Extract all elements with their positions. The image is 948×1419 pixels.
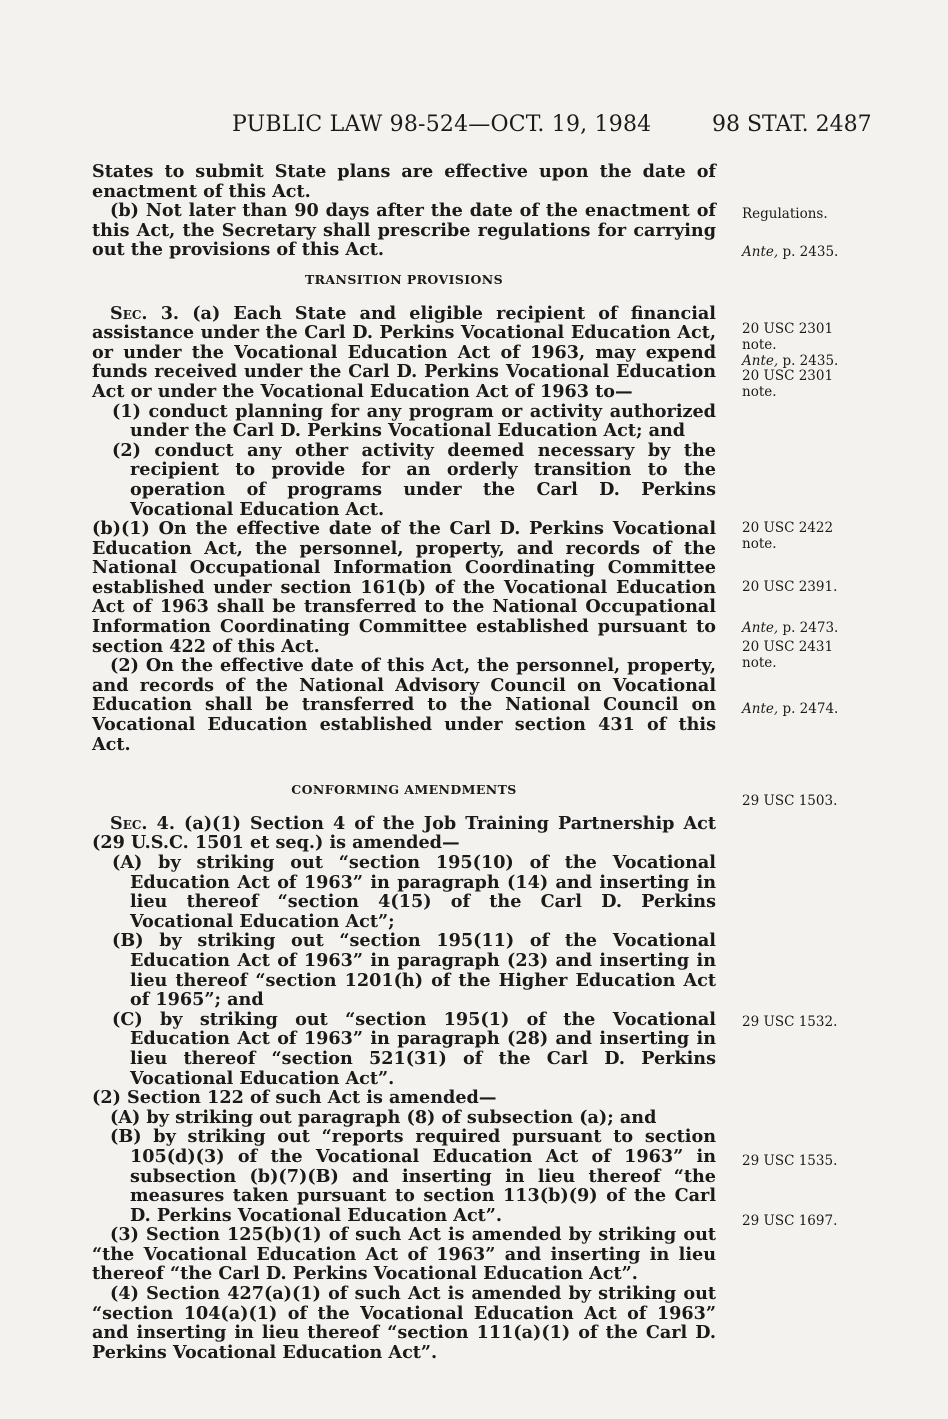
heading-transition-provisions: TRANSITION PROVISIONS bbox=[304, 271, 504, 287]
margin-note-usc-2301-b: 20 USC 2301 bbox=[742, 368, 834, 384]
section-3a bbox=[92, 304, 716, 402]
section-4a-4: (4) Section 427(a)(1) of such Act is amended by striking out “section 104(a)(1) of the Vocational Education Act of 1963” and inserting in lieu thereof “section 111(a)(1) of the Carl D. Perkins Vocational Education Act”. bbox=[92, 1283, 716, 1363]
margin-note-usc-2391: 20 USC 2391. bbox=[742, 579, 838, 595]
margin-note-ante-2473: Ante, p. 2473. bbox=[742, 620, 839, 636]
section-3a-1: (1) conduct planning for any program or activity authorized under the Carl D. Perkins Vocational Education Act; and bbox=[112, 400, 716, 442]
section-3a-text: (a) Each State and eligible recipient of financial assistance under the Carl D. Perkins Vocational Education Act, or under the Vocational Education Act of 1963, may expend funds received under the Carl D. Perkins Vocational Education Act or under the Vocational Education Act of 1963 to— bbox=[92, 302, 716, 402]
section-label: Sec. 4. bbox=[110, 812, 175, 834]
heading-conforming-amendments: CONFORMING AMENDMENTS bbox=[291, 782, 517, 798]
margin-note-usc-2431: 20 USC 2431 bbox=[742, 639, 834, 655]
section-4a-1-B: (B) by striking out “section 195(11) of the Vocational Education Act of 1963” in paragraph (23) and inserting in lieu thereof “section 1201(h) of the Higher Education Act of 1965”; and bbox=[112, 930, 716, 1011]
margin-note-note-c: note. bbox=[742, 536, 777, 552]
margin-note-ante-2435-b: Ante, p. 2435. bbox=[742, 353, 839, 369]
section-4a-1-A: (A) by striking out “section 195(10) of the Vocational Education Act of 1963” in paragraph (14) and inserting in lieu thereof “section 4(15) of the Carl D. Perkins Vocational Education Act”; bbox=[112, 852, 716, 932]
statute-page-number: 98 STAT. 2487 bbox=[712, 112, 872, 137]
paragraph-carryover: States to submit State plans are effective upon the date of enactment of this Act. bbox=[92, 161, 716, 202]
section-3b-2: (2) On the effective date of this Act, the personnel, property, and records of the National Advisory Council on Vocational Education shall be transferred to the National Council on Vocational Education established under section 431 of this Act. bbox=[92, 655, 716, 755]
margin-note-usc-1697: 29 USC 1697. bbox=[742, 1213, 838, 1229]
section-4a-2-B: (B) by striking out “reports required pursuant to section 105(d)(3) of the Vocational Education Act of 1963” in subsection (b)(7)(B) and inserting in lieu thereof “the measures taken pursuant to section 113(b)(9) of the Carl D. Perkins Vocational Education Act”. bbox=[110, 1126, 716, 1226]
margin-note-ante-2435: Ante, p. 2435. bbox=[742, 244, 839, 260]
section-4a-2-A: (A) by striking out paragraph (8) of subsection (a); and bbox=[110, 1106, 657, 1128]
body-text bbox=[92, 162, 716, 1362]
margin-note-note-b: note. bbox=[742, 384, 777, 400]
running-title: PUBLIC LAW 98-524—OCT. 19, 1984 bbox=[232, 112, 652, 137]
margin-note-note: note. bbox=[742, 337, 777, 353]
section-4a-3: (3) Section 125(b)(1) of such Act is amended by striking out “the Vocational Education Act of 1963” and inserting in lieu thereof “the Carl D. Perkins Vocational Education Act”. bbox=[92, 1224, 716, 1285]
margin-note-ante-2474: Ante, p. 2474. bbox=[742, 701, 839, 717]
section-3b-1: (b)(1) On the effective date of the Carl D. Perkins Vocational Education Act, the personnel, property, and records of the National Occupational Information Coordinating Committee established under section 161(b) of the Vocational Education Act of 1963 shall be transferred to the National Occupational Information Coordinating Committee established pursuant to section 422 of this Act. bbox=[92, 518, 716, 657]
margin-note-usc-1532: 29 USC 1532. bbox=[742, 1014, 838, 1030]
margin-note-usc-1503: 29 USC 1503. bbox=[742, 793, 838, 809]
section-4a-1 bbox=[92, 814, 716, 853]
margin-note-usc-2301: 20 USC 2301 bbox=[742, 321, 834, 337]
margin-note-note-d: note. bbox=[742, 655, 777, 671]
margin-note-usc-2422: 20 USC 2422 bbox=[742, 520, 834, 536]
margin-note-regulations: Regulations. bbox=[742, 206, 828, 222]
paragraph-2b: (b) Not later than 90 days after the date of the enactment of this Act, the Secretary shall prescribe regulations for carrying out the provisions of this Act. bbox=[92, 200, 716, 261]
section-label: Sec. 3. bbox=[110, 302, 180, 324]
section-4a-1-text: (a)(1) Section 4 of the Job Training Partnership Act (29 U.S.C. 1501 et seq.) is amended— bbox=[92, 812, 716, 854]
section-4a-1-C: (C) by striking out “section 195(1) of the Vocational Education Act of 1963” in paragraph (28) and inserting in lieu thereof “section 521(31) of the Carl D. Perkins Vocational Education Act”. bbox=[112, 1008, 716, 1089]
margin-note-usc-1535: 29 USC 1535. bbox=[742, 1153, 838, 1169]
section-4a-2: (2) Section 122 of such Act is amended— bbox=[92, 1087, 497, 1109]
page-header bbox=[0, 112, 948, 152]
section-3a-2: (2) conduct any other activity deemed necessary by the recipient to provide for an orderly transition to the operation of programs under the Carl D. Perkins Vocational Education Act. bbox=[112, 439, 716, 520]
